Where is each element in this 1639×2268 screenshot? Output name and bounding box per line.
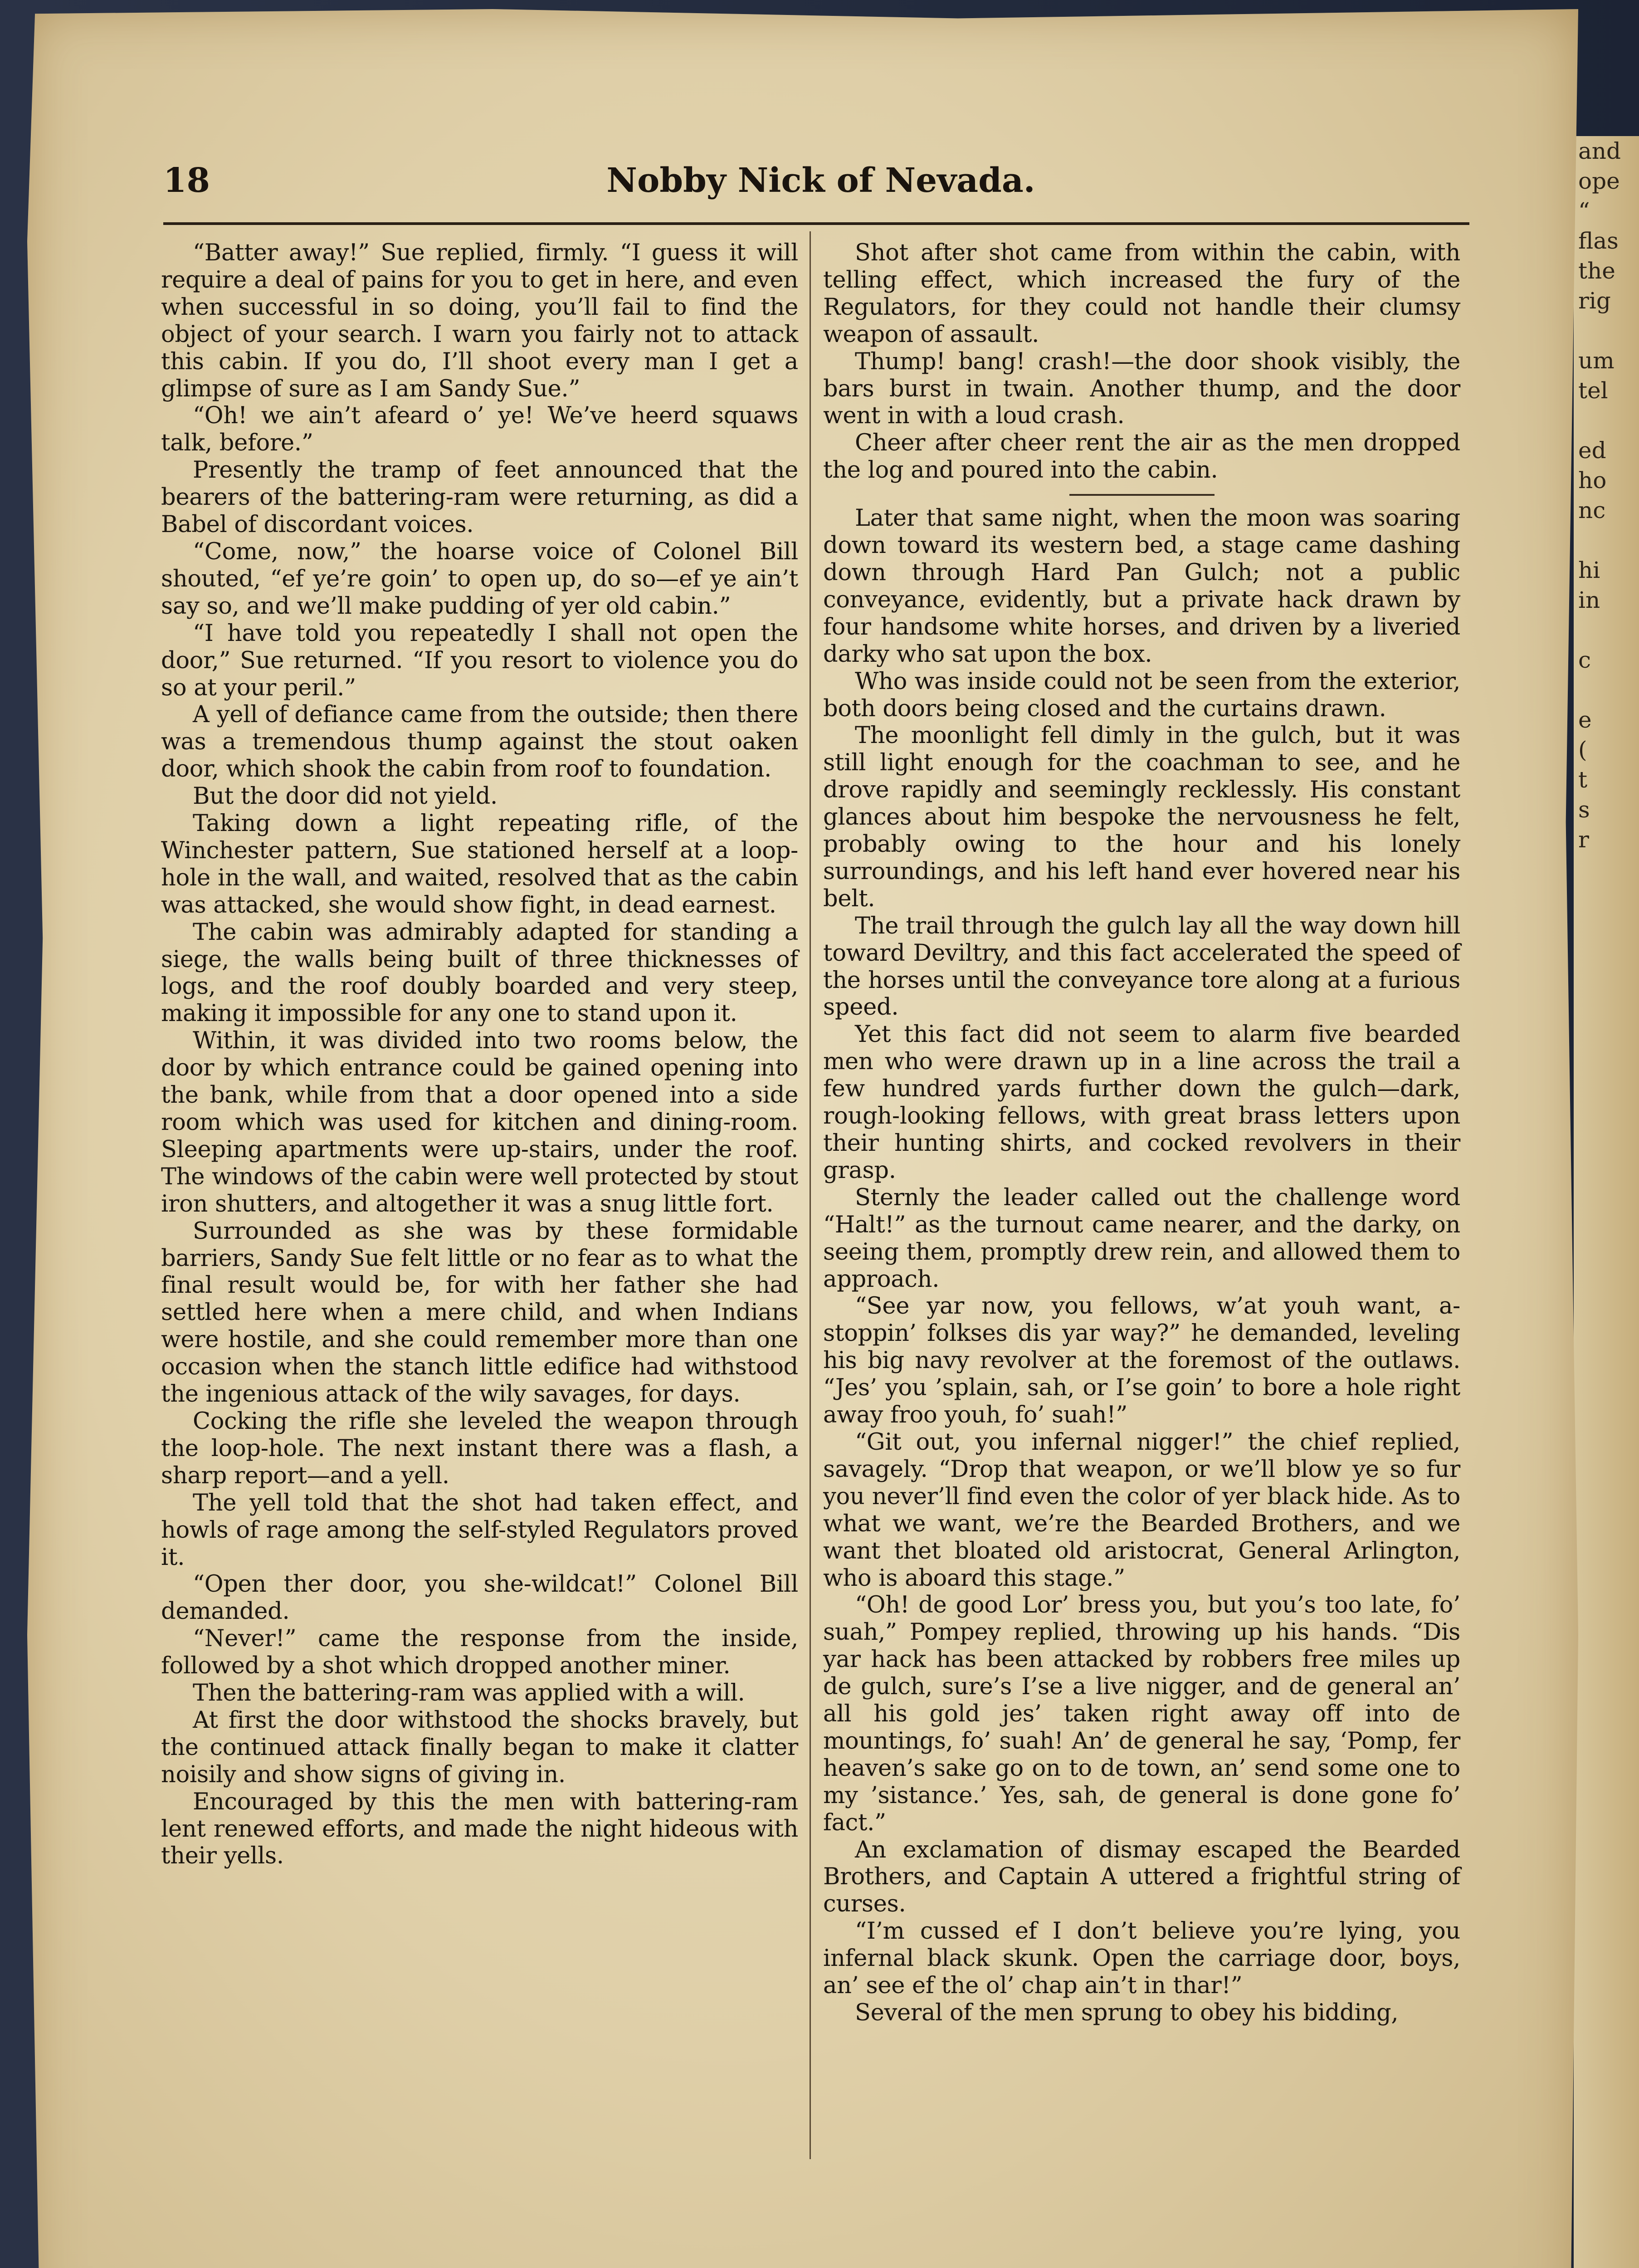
adjacent-page-fragment: flas xyxy=(1578,228,1619,254)
paragraph: “Batter away!” Sue replied, firmly. “I guess it will require a deal of pains for you to get in here, and even when successful in so doing, you’ll fail to find the object of your search. I warn you fairly not to attack this cabin. If you do, I’ll shoot every man I get a glimpse of sure as I am Sandy Sue.” xyxy=(161,240,798,402)
paragraph: “Never!” came the response from the inside, followed by a shot which dropped another miner. xyxy=(161,1625,798,1680)
paragraph: Taking down a light repeating rifle, of the Winchester pattern, Sue stationed herself at a loop-hole in the wall, and waited, resolved that as the cabin was attacked, she would show fight, in dead earnest. xyxy=(161,810,798,919)
adjacent-page-fragment: um xyxy=(1578,347,1615,374)
adjacent-page-fragment: nc xyxy=(1578,497,1606,523)
paragraph: At first the door withstood the shocks bravely, but the continued attack finally began to make it clatter noisily and show signs of giving in. xyxy=(161,1706,798,1788)
adjacent-page-fragment xyxy=(1574,615,1639,645)
adjacent-page-fragment: tel xyxy=(1578,377,1608,404)
adjacent-page-fragment xyxy=(1574,525,1639,555)
running-title: Nobby Nick of Nevada. xyxy=(606,161,1035,200)
column-divider xyxy=(810,231,811,2159)
paragraph: Who was inside could not be seen from the exterior, both doors being closed and the curtains drawn. xyxy=(823,668,1460,722)
adjacent-page-fragment: r xyxy=(1578,826,1589,853)
adjacent-page-fragment: in xyxy=(1578,587,1600,613)
paragraph: The trail through the gulch lay all the way down hill toward Deviltry, and this fact accelerated the speed of the horses until the conveyance tore along at a furious speed. xyxy=(823,912,1460,1021)
paragraph: Later that same night, when the moon was soaring down toward its western bed, a stage came dashing down through Hard Pan Gulch; not a public conveyance, evidently, but a private hack drawn by four handsome white horses, and driven by a liveried darky who sat upon the box. xyxy=(823,505,1460,668)
page-number: 18 xyxy=(163,161,210,200)
adjacent-page-fragment: e xyxy=(1578,707,1592,733)
adjacent-page-fragment xyxy=(1574,675,1639,705)
paragraph: “I’m cussed ef I don’t believe you’re lying, you infernal black skunk. Open the carriage door, boys, an’ see ef the ol’ chap ain’t in thar!” xyxy=(823,1918,1460,1999)
right-column-bottom xyxy=(823,505,1460,2027)
paragraph: Thump! bang! crash!—the door shook visibly, the bars burst in twain. Another thump, and the door went in with a loud crash. xyxy=(823,348,1460,430)
paragraph: “I have told you repeatedly I shall not open the door,” Sue returned. “If you resort to violence you do so at your peril.” xyxy=(161,620,798,701)
paragraph: Presently the tramp of feet announced that the bearers of the battering-ram were returning, as did a Babel of discordant voices. xyxy=(161,457,798,538)
paragraph: Then the battering-ram was applied with a will. xyxy=(193,1680,745,1707)
paragraph: But the door did not yield. xyxy=(193,783,498,810)
paragraph: An exclamation of dismay escaped the Bearded Brothers, and Captain A uttered a frightful string of curses. xyxy=(823,1836,1460,1918)
adjacent-page-edge xyxy=(1574,136,1639,2268)
paragraph: Several of the men sprung to obey his bidding, xyxy=(855,1999,1399,2026)
adjacent-page-fragment: s xyxy=(1578,797,1590,823)
paragraph: Cheer after cheer rent the air as the men dropped the log and poured into the cabin. xyxy=(823,430,1460,484)
adjacent-page-fragment: ( xyxy=(1578,737,1587,763)
header-rule xyxy=(163,222,1469,225)
adjacent-page-fragment xyxy=(1574,316,1639,346)
paragraph: Surrounded as she was by these formidable barriers, Sandy Sue felt little or no fear as to what the final result would be, for with her father she had settled here when a mere child, and when Indians were hostile, and she could remember more than one occasion when the stanch little edifice had withstood the ingenious attack of the wily savages, for days. xyxy=(161,1217,798,1408)
paragraph: “Open ther door, you she-wildcat!” Colonel Bill demanded. xyxy=(161,1571,798,1625)
left-column xyxy=(161,240,798,1870)
adjacent-page-fragment xyxy=(1574,406,1639,435)
paragraph: Within, it was divided into two rooms below, the door by which entrance could be gained opening into the bank, while from that a door opened into a side room which was used for kitchen and dining-room. Sleeping apartments were up-stairs, under the roof. The windows of the cabin were well protected by stout iron shutters, and altogether it was a snug little fort. xyxy=(161,1027,798,1217)
paragraph: Yet this fact did not seem to alarm five bearded men who were drawn up in a line across the trail a few hundred yards further down the gulch—dark, rough-looking fellows, with great brass letters upon their hunting shirts, and cocked revolvers in their grasp. xyxy=(823,1021,1460,1184)
adjacent-page-fragment: rig xyxy=(1578,288,1611,314)
paragraph: The moonlight fell dimly in the gulch, but it was still light enough for the coachman to see, and he drove rapidly and seemingly recklessly. His constant glances about him bespoke the nervousness he felt, probably owing to the hour and his lonely surroundings, and his left hand ever hovered near his belt. xyxy=(823,722,1460,912)
paragraph: “Git out, you infernal nigger!” the chief replied, savagely. “Drop that weapon, or we’ll blow ye so fur you never’ll find even the color of yer black hide. As to what we want, we’re the Bearded Brothers, and we want thet bloated old aristocrat, General Arlington, who is aboard this stage.” xyxy=(823,1428,1460,1592)
right-column xyxy=(823,240,1460,2027)
adjacent-page-fragment: ope xyxy=(1578,168,1620,194)
adjacent-page-fragment: “ xyxy=(1578,198,1590,224)
paragraph: Cocking the rifle she leveled the weapon through the loop-hole. The next instant there was a flash, a sharp report—and a yell. xyxy=(161,1408,798,1489)
paragraph: A yell of defiance came from the outside; then there was a tremendous thump against the stout oaken door, which shook the cabin from roof to foundation. xyxy=(161,701,798,783)
paragraph: The cabin was admirably adapted for standing a siege, the walls being built of three thicknesses of logs, and the roof doubly boarded and very steep, making it impossible for any one to stand upon it. xyxy=(161,919,798,1027)
adjacent-page-fragment: the xyxy=(1578,258,1615,284)
paragraph: “Oh! de good Lor’ bress you, but you’s too late, fo’ suah,” Pompey replied, throwing up his hands. “Dis yar hack has been attacked by robbers free miles up de gulch, sure’s I’se a live nigger, and de general an’ all his gold jes’ taken right away off into de mountings, fo’ suah! An’ de general he say, ‘Pomp, fer heaven’s sake go on to de town, an’ send some one to my ’sistance.’ Yes, sah, de general is done gone fo’ fact.” xyxy=(823,1592,1460,1836)
adjacent-page-fragment: ed xyxy=(1578,437,1606,464)
paragraph: Shot after shot came from within the cabin, with telling effect, which increased the fury of the Regulators, for they could not handle their clumsy weapon of assault. xyxy=(823,240,1460,348)
paragraph: “Oh! we ain’t afeard o’ ye! We’ve heerd squaws talk, before.” xyxy=(161,402,798,457)
adjacent-page-fragment: and xyxy=(1578,138,1621,164)
adjacent-page-fragment: t xyxy=(1578,767,1588,793)
paragraph: “See yar now, you fellows, w’at youh want, a-stoppin’ folkses dis yar way?” he demanded, leveling his big navy revolver at the foremost of the outlaws. “Jes’ you ’splain, sah, or I’se goin’ to bore a hole right away froo youh, fo’ suah!” xyxy=(823,1293,1460,1429)
right-column-top xyxy=(823,240,1460,484)
section-break-rule xyxy=(1069,494,1215,496)
adjacent-page-fragment: c xyxy=(1578,647,1591,673)
adjacent-page-fragment: hi xyxy=(1578,557,1600,583)
paragraph: The yell told that the shot had taken effect, and howls of rage among the self-styled Regulators proved it. xyxy=(161,1489,798,1571)
page-header xyxy=(163,161,1478,211)
adjacent-page-fragment: ho xyxy=(1578,467,1607,494)
paragraph: Sternly the leader called out the challenge word “Halt!” as the turnout came nearer, and the darky, on seeing them, promptly drew rein, and allowed them to approach. xyxy=(823,1184,1460,1293)
paragraph: “Come, now,” the hoarse voice of Colonel Bill shouted, “ef ye’re goin’ to open up, do so—ef ye ain’t say so, and we’ll make pudding of yer old cabin.” xyxy=(161,538,798,620)
paragraph: Encouraged by this the men with battering-ram lent renewed efforts, and made the night hideous with their yells. xyxy=(161,1788,798,1870)
